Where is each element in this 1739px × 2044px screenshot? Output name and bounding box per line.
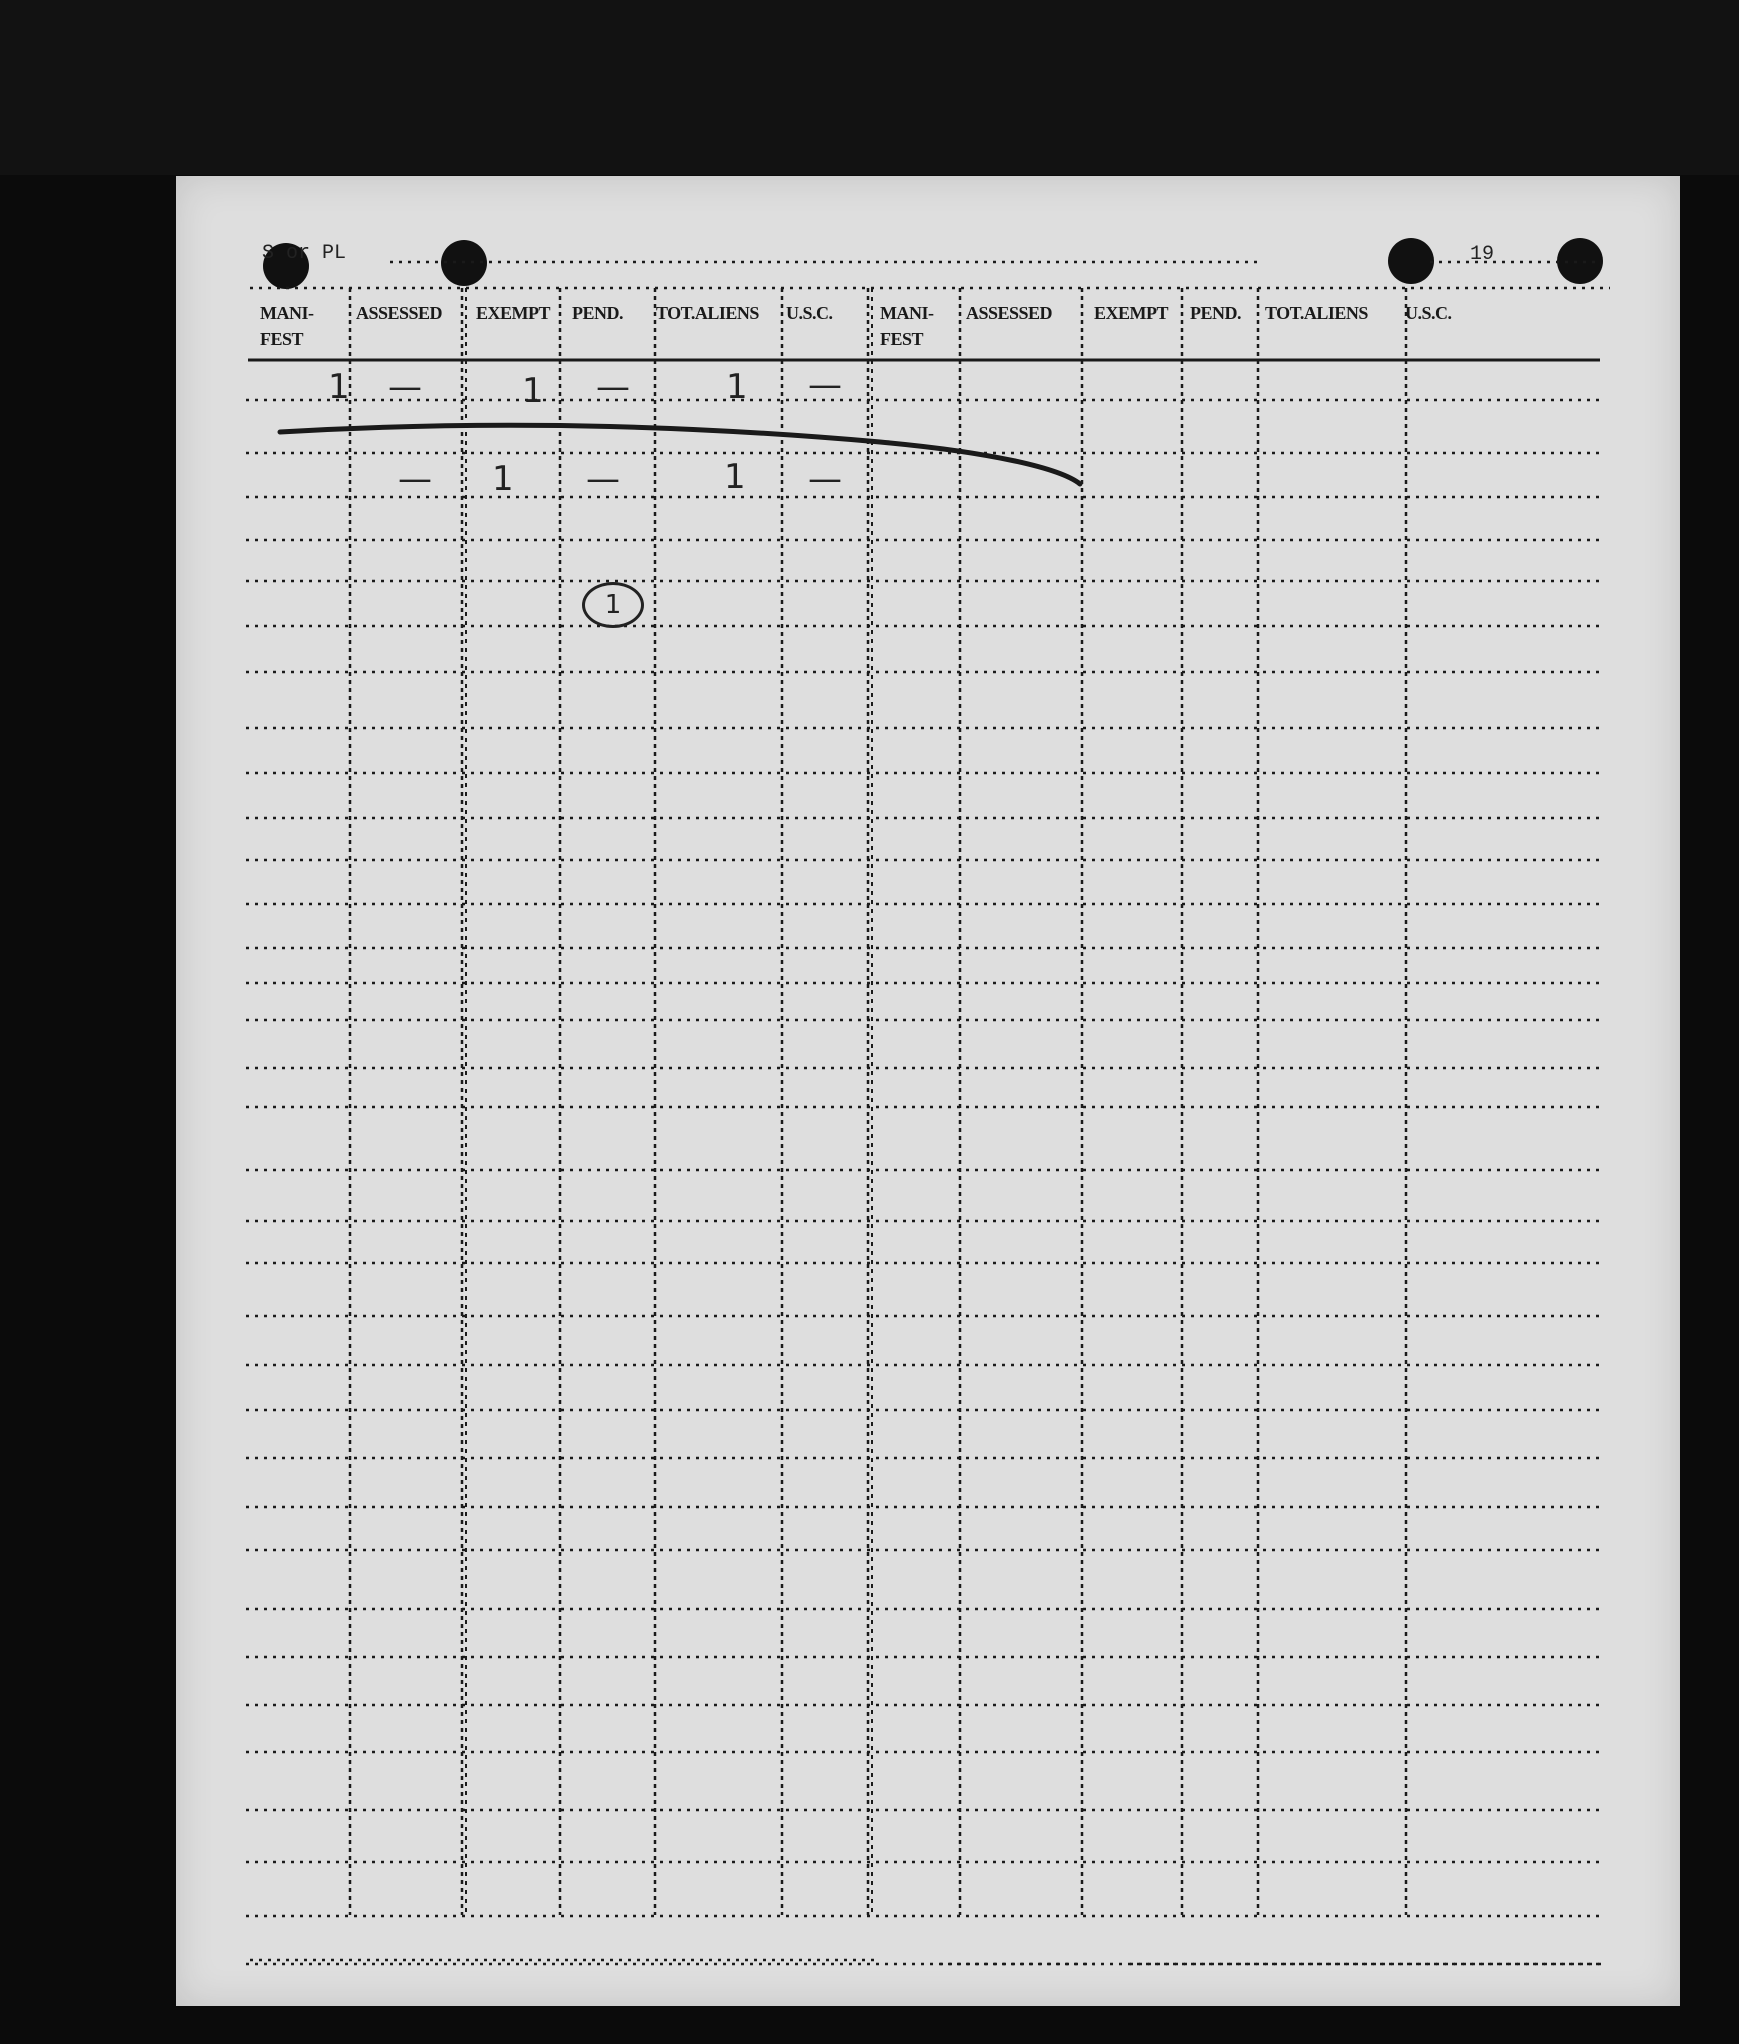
hand-row2-tot-aliens: 1 [724,457,746,497]
hand-circled-number: 1 [582,582,644,628]
hand-row2-pend: — [586,459,620,499]
header-pend-left: PEND. [572,303,623,323]
header-manifest-right: MANI- FEST [880,303,934,349]
top-right-label: 19 [1470,243,1495,266]
hand-row1-tot-aliens: 1 [726,367,748,407]
header-usc-right: U.S.C. [1405,303,1452,323]
hand-row1-pend: — [596,367,630,407]
header-assessed-left: ASSESSED [356,303,443,323]
header-exempt-right: EXEMPT [1094,303,1169,323]
hand-row1-exempt: 1 [522,371,544,411]
header-manifest-left: MANI- FEST [260,303,314,349]
hand-row1-assessed: — [388,367,422,407]
hand-row2-assessed: — [398,459,432,499]
hand-row1-usc: — [808,365,842,405]
hand-row2-exempt: 1 [492,459,514,499]
header-usc-left: U.S.C. [786,303,833,323]
header-exempt-left: EXEMPT [476,303,551,323]
header-assessed-right: ASSESSED [966,303,1053,323]
header-tot-aliens-left: TOT.ALIENS [656,303,759,323]
hand-row1-manifest: 1 [328,367,350,407]
top-left-label: S or PL [262,242,347,265]
hand-row2-usc: — [808,459,842,499]
header-tot-aliens-right: TOT.ALIENS [1265,303,1368,323]
header-pend-right: PEND. [1190,303,1241,323]
